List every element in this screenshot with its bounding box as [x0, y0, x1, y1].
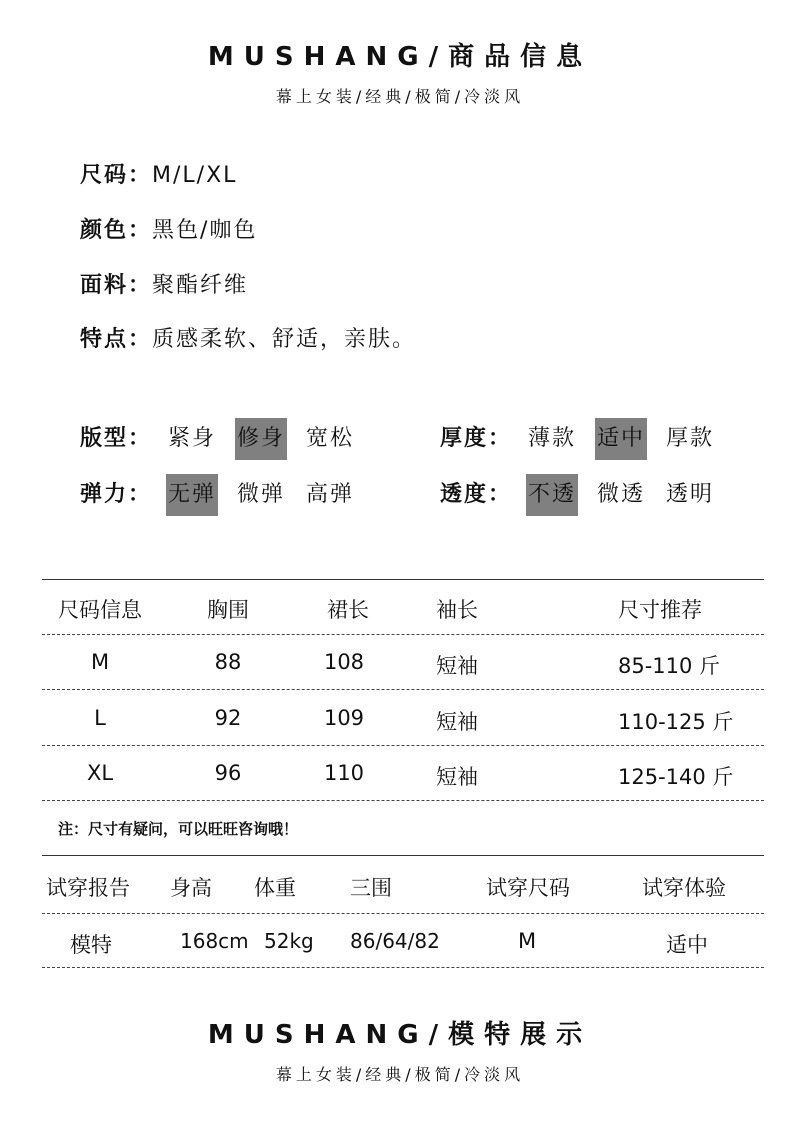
size-table-divider: [42, 689, 764, 690]
sleeve-cell: 短袖: [436, 765, 478, 789]
size-header-bust: 胸围: [207, 598, 249, 622]
elasticity-option-high: 高弹: [306, 482, 355, 507]
spec-size-value: M/L/XL: [152, 163, 238, 188]
thickness-option-thick: 厚款: [666, 426, 715, 451]
length-cell: 108: [323, 650, 365, 674]
tryon-table-divider: [42, 913, 764, 914]
fit-label: 版型：: [80, 426, 153, 451]
tryon-header-measurements: 三围: [350, 876, 392, 900]
page-title: MUSHANG/商品信息: [207, 42, 593, 72]
bust-cell: 96: [214, 761, 242, 785]
spec-fabric-label: 面料：: [80, 273, 153, 298]
tryon-table-divider: [42, 967, 764, 968]
spec-color: [80, 213, 257, 244]
length-cell: 110: [323, 761, 365, 785]
spec-size-label: 尺码：: [80, 163, 153, 188]
model-cell: 模特: [70, 933, 112, 957]
size-header-sleeve: 袖长: [436, 598, 478, 622]
transparency-option-slight: 微透: [597, 482, 646, 507]
tryon-header-report: 试穿报告: [46, 876, 130, 900]
size-cell: XL: [86, 761, 114, 785]
weight-cell: 52kg: [264, 929, 314, 953]
tryon-header-size: 试穿尺码: [486, 876, 570, 900]
measurements-cell: 86/64/82: [350, 929, 440, 953]
bust-cell: 92: [214, 706, 242, 730]
size-header-info: 尺码信息: [58, 598, 142, 622]
tryon-header-experience: 试穿体验: [642, 876, 726, 900]
sleeve-cell: 短袖: [436, 654, 478, 678]
spec-color-value: 黑色/咖色: [152, 218, 258, 243]
thickness-option-medium: 适中: [595, 418, 647, 460]
tryon-size-cell: M: [518, 929, 537, 953]
sleeve-cell: 短袖: [436, 710, 478, 734]
footer-title: MUSHANG/模特展示: [207, 1020, 593, 1050]
spec-fabric-value: 聚酯纤维: [152, 273, 249, 298]
tryon-table-top-rule: [42, 855, 764, 856]
bust-cell: 88: [214, 650, 242, 674]
size-table-divider: [42, 634, 764, 635]
experience-cell: 适中: [666, 933, 708, 957]
size-table-top-rule: [42, 579, 764, 580]
transparency-label: 透度：: [440, 482, 513, 507]
size-table-divider: [42, 745, 764, 746]
fit-option-loose: 宽松: [306, 426, 355, 451]
tryon-header-weight: 体重: [254, 876, 296, 900]
recommend-cell: 85-110 斤: [618, 654, 721, 678]
tryon-header-height: 身高: [170, 876, 212, 900]
size-header-length: 裙长: [327, 598, 369, 622]
size-header-recommend: 尺寸推荐: [618, 598, 702, 622]
transparency-option-opaque: 不透: [526, 474, 578, 516]
spec-fabric: [80, 268, 248, 299]
recommend-cell: 125-140 斤: [618, 765, 734, 789]
footer-subtitle: 幕上女装/经典/极简/冷淡风: [275, 1065, 525, 1084]
page-subtitle: 幕上女装/经典/极简/冷淡风: [275, 87, 525, 106]
spec-feature: [80, 322, 416, 353]
spec-feature-label: 特点：: [80, 327, 153, 352]
spec-color-label: 颜色：: [80, 218, 153, 243]
size-note: 注：尺寸有疑问，可以旺旺咨询哦！: [58, 820, 299, 838]
elasticity-label: 弹力：: [80, 482, 153, 507]
height-cell: 168cm: [180, 929, 249, 953]
fit-option-slim: 修身: [235, 418, 287, 460]
length-cell: 109: [323, 706, 365, 730]
size-cell: L: [94, 706, 106, 730]
size-cell: M: [90, 650, 110, 674]
spec-feature-value: 质感柔软、舒适，亲肤。: [152, 327, 417, 352]
elasticity-option-none: 无弹: [166, 474, 218, 516]
thickness-label: 厚度：: [440, 426, 513, 451]
elasticity-option-slight: 微弹: [237, 482, 286, 507]
thickness-option-thin: 薄款: [528, 426, 577, 451]
spec-size: [80, 158, 237, 189]
size-table-divider: [42, 800, 764, 801]
transparency-option-clear: 透明: [666, 482, 715, 507]
fit-option-tight: 紧身: [168, 426, 217, 451]
recommend-cell: 110-125 斤: [618, 710, 734, 734]
